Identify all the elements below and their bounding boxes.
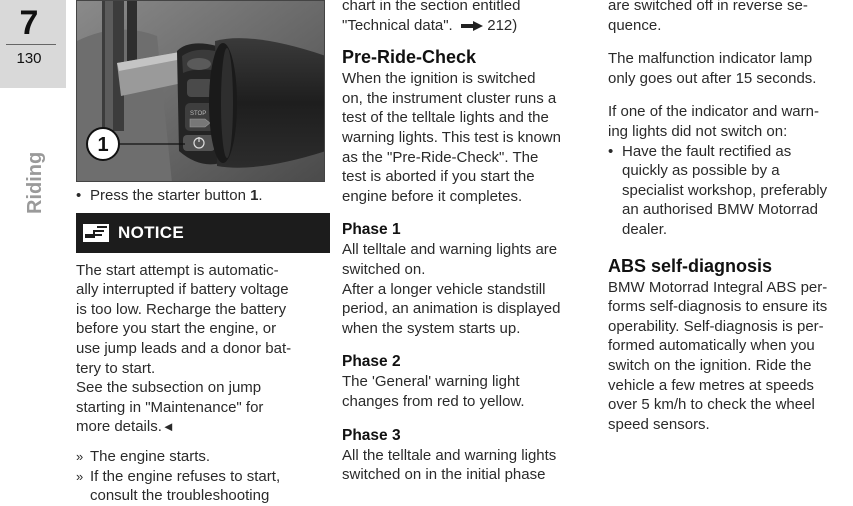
continued-text: "Technical data". [342,16,453,34]
body-line: warning lights. This test is known [342,128,561,146]
bullet-line: • Have the fault rectified as [622,142,792,160]
stop-label: STOP [190,111,207,117]
body-line: The malfunction indicator lamp [608,50,813,68]
see-line: See the subsection on jump [76,379,262,397]
body-line: BMW Motorrad Integral ABS per- [608,278,828,296]
pre-ride-check-title: Pre-Ride-Check [342,47,477,68]
body-line: switch on the ignition. Ride the [608,356,812,374]
body-line: when the system starts up. [342,319,521,337]
body-line: All telltale and warning lights are [342,241,558,259]
column-1 [76,186,330,506]
handlebar-photo [76,0,325,182]
abs-self-diagnosis-title: ABS self-diagnosis [608,255,773,276]
result-item: » The engine starts. [76,447,330,467]
body-line: forms self-diagnosis to ensure its [608,298,828,316]
section-label-text: Riding [24,151,46,214]
body-line: on, the instrument cluster runs a [342,89,557,107]
notice-label: NOTICE [118,222,185,242]
result-line: consult the troubleshooting [90,487,270,505]
body-line: switched on. [342,260,426,278]
instruction-text: Press the starter button [90,187,251,204]
body-line: operability. Self-diagnosis is per- [608,317,824,335]
page-number: 130 [16,50,42,67]
body-line: changes from red to yellow. [342,392,525,410]
continued-line: quence. [608,16,662,34]
column-2 [342,0,592,485]
body-line: ing lights did not switch on: [608,122,788,140]
body-line: switched on in the initial phase [342,466,546,484]
page-reference: 212) [487,16,518,34]
body-line: The 'General' warning light [342,373,520,391]
body-line: only goes out after 15 seconds. [608,69,817,87]
body-line: as the "Pre-Ride-Check". The [342,148,539,166]
bullet-line: quickly as possible by a [622,162,780,180]
handlebar-illustration [77,1,325,182]
body-line: formed automatically when you [608,337,815,355]
body-line: vehicle a few metres at speeds [608,376,814,394]
end-marker-icon: ◄ [161,419,175,435]
body-line: over 5 km/h to check the wheel [608,396,815,414]
see-line: starting in "Maintenance" for [76,398,264,416]
body-line: After a longer vehicle standstill [342,280,546,298]
body-line: test is aborted if you start the [342,168,535,186]
bullet-line: dealer. [622,220,668,238]
notice-line: is too low. Recharge the battery [76,300,287,318]
hand-book-icon [82,222,110,244]
instruction-ref: 1 [250,187,259,204]
continued-line: chart in the section entitled [342,0,521,14]
instruction-end: . [258,187,263,204]
continued-line [342,16,592,36]
body-line: All the telltale and warning lights [342,446,557,464]
see-line-text: more details. [76,418,162,436]
notice-banner [76,213,330,253]
page-reference-arrow-icon [461,21,483,31]
starter-instruction [76,186,330,206]
continued-line: are switched off in reverse se- [608,0,808,14]
phase-1-title: Phase 1 [342,221,401,239]
result-line: If the engine refuses to start, [90,467,281,485]
notice-line: The start attempt is automatic- [76,261,279,279]
chapter-divider [6,44,56,45]
section-label [24,151,48,238]
column-3 [608,0,853,434]
bullet-line: specialist workshop, preferably [622,181,828,199]
fault-bullet [608,142,853,240]
bullet-line: an authorised BMW Motorrad [622,201,818,219]
notice-line: tery to start. [76,359,156,377]
body-line: When the ignition is switched [342,70,536,88]
body-line: If one of the indicator and warn- [608,103,819,121]
notice-line: before you start the engine, or [76,320,277,338]
body-line: test of the telltale lights and the [342,109,549,127]
phase-2-title: Phase 2 [342,353,401,371]
phase-3-title: Phase 3 [342,426,401,444]
notice-line: ally interrupted if battery voltage [76,281,289,299]
body-line: speed sensors. [608,415,710,433]
chapter-number: 7 [19,4,39,42]
see-line-last [76,417,330,437]
body-line: period, an animation is displayed [342,300,561,318]
notice-line: use jump leads and a donor bat- [76,339,292,357]
body-line: engine before it completes. [342,187,523,205]
result-item [76,467,330,506]
callout-number: 1 [97,134,109,156]
